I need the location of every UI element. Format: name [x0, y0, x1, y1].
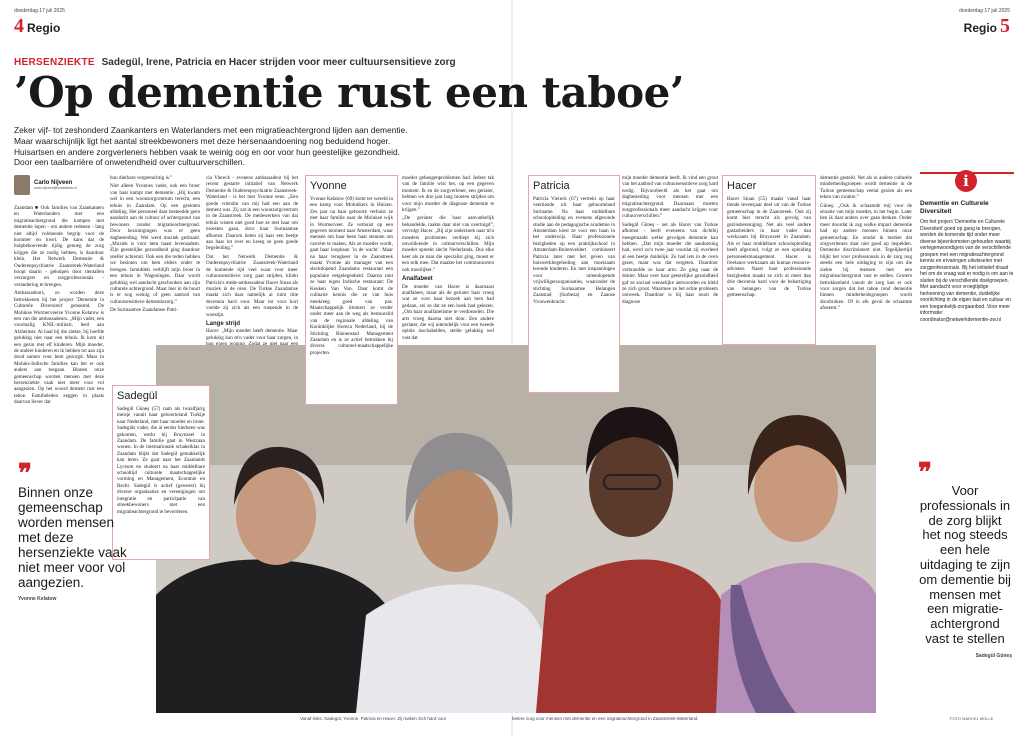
profile-text: Hacer Sinan (55) maakt vanaf haar tiende levensjaar deel uit van de Turkse gemeenschap in de Zaanstreek. Ook zij komt hier terecht als gevolg van gezinshereniging. Net als veel andere gastarbeiders in haar vader dan werkzaam bij Bruynzeel in Zaandam. Als er haar middelbare schoolopleiding heeft afgerond, volgt ze een opleiding personeelsmanagement. Hacer is freelance werkzaam als human resource-adviseur. Naast haar professionele bezigheden maakt ze zich al meer dan drie decennia hard voor de behartiging van belangen van de Turkse gemeenschap. — [727, 196, 811, 299]
pull-quote-right — [918, 458, 1012, 659]
section-name: Regio — [27, 21, 61, 35]
info-box — [920, 172, 1014, 323]
quote-attribution: Yvonne Kelatow — [18, 596, 57, 602]
page-date: donderdag 17 juli 2025 — [14, 8, 65, 14]
paragraph: Niet alleen Yvonnes vader, ook een broer van haar kampt met dementie. „Hij kwam wel in een woonzorgcentrum terecht, een tehuis in Zaandam. Op een gesloten afdeling. Het personeel daar besteedde geen aandacht aan de cultuur of achtergrond van bewoners zonder migratieachtergrond. Door bezuinigingen was er geen dagbesteding. Wel werd muziek gedraaid. „Muziek is voor hem haast levensadem. Zijn geestelijke gezondheid ging daardoor sneller achteruit. Ook een die reden hebben we besloten om hem elders onder te brengen. Inmiddels verblijft mijn broer in een tehuis in Wageningen. Daar wordt gelukkig wel aandacht geschonken aan zijn culturele achtergrond. Maar hier in de buurt is er nog weinig of geen aanbod van cultuursensitieve dementiezorg.” — [110, 183, 200, 305]
info-icon: i — [955, 170, 977, 192]
quote-mark-icon: ❞ — [18, 459, 32, 489]
paragraph: mijn moeder dementie heeft. Ik vind een groot van het aanbod van cultuursensitieve zorg hard nodig. Bijvoorbeeld als het gaat om dagbesteding voor mensen met een migratieachtergrond. Daarnaast moeten zorgprofessionals meer aandacht krijgen voor cultuurverschillen.” — [622, 175, 718, 220]
profile-name: Sadegül — [117, 390, 158, 402]
group-photo-illustration — [156, 345, 876, 713]
paragraph: Dat het Netwerk Dementie & Ouderenpsychiatrie Zaanstreek-Waterland de komende tijd veel waar voor meer cultuursensitieve zorg gaat strijden, klinkt Patricia's mede-ambassadeur Hacer Sinan als muziek in de oren. De Turkse Zaandamse maakt zich daar namelijk al ruim drie decennia hard voor. Maar tot voor kort voelde zij zich als een roepende in de woestijn. — [206, 253, 298, 318]
paragraph: Zaandam ■ Ook families van Zaankanters en Waterlanders met een migratieachtergrond die kampen met dementie lopen - om andere redenen - lang niet altijd voldoende begrip voor de kommer en kwel. De kans dat de hulpbehoevende tijdig genoeg de zorg krijgen die ze nodig hebben, is daardoor klein. Het Netwerk Dementie & Ouderenpsychiatrie Zaanstreek-Waterland hoopt daarin - geholpen door tientallen verzorgers en zorgprofessionals - verandering te brengen. — [14, 205, 104, 288]
info-title: Dementie en Culturele Diversiteit — [920, 200, 989, 215]
author-photo — [14, 175, 30, 195]
kicker-subtitle: Sadegül, Irene, Patricia en Hacer strijden voor meer cultuursensitieve zorg — [101, 57, 456, 68]
page-date: donderdag 17 juli 2025 — [959, 8, 1010, 14]
page-number: 4 — [14, 15, 24, 37]
paragraph: Hacer: „Mijn moeder heeft dementie. Maar gelukkig kan m'n vader voor haar zorgen, in — [206, 328, 298, 341]
author-email[interactable]: carlo.nijveen@mediahuis.nl — [34, 186, 77, 190]
article-intro — [14, 125, 534, 168]
intro-line: Maar waarschijnlijk ligt het aantal streekbewoners met deze hersenaandoening nog beduidend hoger. — [14, 135, 391, 146]
profile-name: Patricia — [533, 180, 570, 192]
profile-box-hacer — [722, 175, 816, 345]
paragraph: De Surinaamse Zaandamse Patri- — [110, 307, 179, 314]
subheading: Analfabeet — [402, 276, 433, 283]
intro-line: Huisartsen en andere zorgverleners hebben vaak te weinig oog en oor voor hun geestelijke gezondheid. — [14, 146, 400, 157]
paragraph: Ambassadeurs, zo worden deze betrokkenen bij het project 'Dementie in Culturele Diversiteit' genoemd. De Molukse Wormerveerse Yvonne Kelatow is een van die ambassadeurs. „Mijn vader, een voormalig KNIL-militair, leed aan Alzheimer. Al haal bij die ziekte, bij hoefde gelukkig niet naar een tehuis. Ik kom uit een gezin met elf kinderen. Mijn moeder, de andere kinderen en ik hebben tot aan zijn dood samen voor hem gezorgd. Maar in Moluks-Indische families kan het er ook anders aan toegaan. Binnen onze gemeenschap worden mensen met deze hersenziekte vaak niet meer voor vol aangezien. Op het woord dement rust een taboe. Familieleden zeggen in plaats daarvan liever dat — [14, 290, 104, 406]
photo-credit: FOTO MARCEL MOLLE — [950, 716, 994, 721]
page-header-right — [959, 8, 1010, 36]
profile-name: Hacer — [727, 180, 757, 192]
paragraph: hun dierbare vergeetachtig is.” — [110, 175, 173, 181]
article-column-6 — [820, 175, 912, 350]
quote-mark-icon: ❞ — [918, 458, 932, 488]
kicker-label: HERSENZIEKTE — [14, 57, 95, 68]
profile-box-yvonne — [305, 175, 398, 405]
paragraph: De moeder van Hacer is daarnaast analfabeet, maar als de geriater haar vroeg wat ze voor haar bezoek aan hem had gedaan, zei ze dat ze een boek had gelezen. „Om haar analfabetisme te verdoezelen. Die arts vroeg daarna niet door. Een andere geriater, die wij uiteindelijk voor een tweede opinie inschakelden, stelde gelukkig wel vast dat — [402, 283, 494, 341]
profile-name: Yvonne — [310, 180, 347, 192]
paragraph: Sadegül Güneş - net als Hacer van Turkse afkomst - heeft eveneens van dichtbij meegemaakt welke gevolgen dementie kan hebben. „Dat mijn moeder die aandoening had, werd zo'n twee jaar voordat zij overleed al een beetje duidelijk. Ze had iets in de oven gezet, maar was dat vergeten. Daardoor verbrandde ze haar arm. Ze ging naar de dokter. Maar over haar geestelijke gezondheid gaf ze sociaal wenselijke antwoorden en bleld ze zich groot. Waarmee ze het echte probleem ontweek. Daardoor is bij haar nooit de diagnose — [622, 221, 718, 305]
page-header-left — [14, 8, 65, 36]
pull-quote-left — [18, 459, 136, 602]
group-photo — [156, 345, 876, 713]
profile-box-patricia — [528, 175, 620, 393]
paragraph: Güneş: „Ook ik schaamde mij voor de situatie van mijn moeder, in het begin. Later ben ik daar anders over gaan denken. Onder meer doordat ik zag welke impact dementie had op andere mensen binnen onze gemeenschap. En omdat ik merkte dat zorgverleners daar niet goed op inspelden. Dementie discrimineert niet. Tegelijkertijd blijkt het voor professionals in de zorg nog steeds een hele uitdaging te zijn om die ziekte bij mensen met een migratieachtergrond vast te stellen. Grotere betrokkenheid vanuit de zorg kan er ook voor zorgen dat het taboe rond dementie binnen minderheidsgroepen wordt doorbroken. Of in elk geval de schaamte afneemt.” — [820, 202, 912, 312]
paragraph: cia Viereck - evenens ambassadeur bij het recent gestarte initiatief van Netwerk Dementie & Ouderenpsychiatrie Zaanstreek-Waterland - is het met Yvonne eens. „Een goede vriendin van mij had een aan de dement was. Zij zat in een woonzorgcentrum in de Zaanstreek. De medewerkers van dat tehuis wisten niet goed hoe ze met haar om moesten gaan, door haar Surinaamse afkomst. Daarom lieten zij haar een beetje aan haar lot over en kreeg ze geen goede begeleiding.” — [206, 175, 298, 252]
profile-text: Patricia Viereck (67) vertrekt op haar veertiende uit haar geboorteland Suriname. Na haar middelbare schoolopleiding en evenens afgeronde studie aan de pedagogische academie in Amsterdam kiest ze voor een baan in het onderwijs. Haar professionele bezigheden op een praktijkschool in Amsterdam-Buitenveldert combineert Patricia later met het geven van huiswerkbegeleiding aan moeizaam lerende kinderen. En met inspanningen voor uiteenlopende vrijwilligersorganisaties, waaronder de stichting Surinaamse Belangen Zaanstad (Surbeza) en Zaanse Vrouwenkracht. — [533, 196, 615, 305]
author-name: Carlo Nijveen — [34, 180, 73, 186]
info-text: Om het project 'Dementie en Culturele Diversiteit' goed op gang te brengen, worden de komende tijd onder meer diverse bijeenkomsten gehouden waarbij vertegenwoordigers van de verschillende groepen met een migratieachtergrond kennis en ervaringen uitwisselen met zorgprofessionals. Bij het initiatief draait het om de vraag wat er nodig is om aan te sluiten bij de verschillende doelgroepen. Met aandacht voor vroegtijdige herkenning van dementie, duidelijke voorlichting in de eigen taal en cultuur en een toegankelijk-zorgaanbod. Voor meer informatie: coordinator@netwerkdementie-zw.nl — [920, 219, 1014, 323]
paragraph: dementie gesteld. Net als in andere culturele minderheidsgroepen wordt dementie in de Turkse gemeenschap veelal gezien als een teken van zwakte.” — [820, 175, 912, 201]
subheading: Lange strijd — [206, 320, 241, 327]
quote-attribution: Sadegül Güneş — [975, 652, 1012, 659]
headline: ’Op dementie rust een taboe’ — [14, 68, 684, 117]
byline — [14, 175, 104, 195]
page-number: 5 — [1000, 15, 1010, 37]
paragraph: moeder geheugenproblemen had. Iedere tak van de familie wist het, op een gegeven moment. Ik en de zorgverlener, een geriater, hebben we drie jaar lang moeten strijden om voor mijn moeder de diagnose dementie te krijgen.” — [402, 175, 494, 214]
intro-line: Door een taalbarrière of onwetendheid over cultuurverschillen. — [14, 157, 245, 168]
quote-text: Binnen onze gemeenschap worden mensen met deze hersenziekte vaak niet meer voor vol aangezien. — [18, 485, 127, 590]
article-column-1 — [14, 205, 104, 451]
quote-text: Voor professionals in de zorg blijkt het nog steeds een hele uitdaging te zijn om dementie bij mensen met een migratie-achtergrond vast te stellen — [919, 483, 1011, 646]
profile-text: Yvonne Kelatow (69) komt ter wereld in een kamp voor Molukkers in Huizen. Zes jaar na haar geboorte verhuist ze met haar familie naar de Molukse wijk in Wormerveer. Ze verhuist op een gegeven moment naar Amsterdam, waar mensen om haar heen haar steunen om carrière te maken. Als ze moeder wordt, gaat haar loopbaan ’in de wacht’. Maar na haar terugkeer in de Zaanstreek maakt Yvonne als manager van een slechtlopend Zaandams restaurant een populaire eetgelegenheid. Daarna runt ze haar eigen Indische restaurant: De Keuken Van Von. Daar komt de culinaire kennis die ze van huis meekreeg goed van pas. Maatschappelijk timmert ze verder onder meer aan de weg als bestuurslid van de regionale afdeling van Koninklijke Horeca Nederland, bij de Stichting Binnenstad Management Zaandam en is ze actief betrokken bij diverse cultureel-maatschappelijke projecten. — [310, 196, 393, 356]
paragraph: „De geriater die haar aanvankelijk behandelde, raakte daar niet van overtuigd”, vervolgt Hacer. „Bij zijn onderzoek naar m'n moeders problemen verdiept hij zich onvoldoende in cultuurverschillen. Mijn moeder spreekt slecht Nederlands. Dus elke keer als ze naar die specialist ging, moest er een tolk mee. Dat maakte het communiceren ook moeilijker.” — [402, 215, 494, 273]
photo-caption: betere zorg voor mensen met dementie en een migratieachtergrond in Zaanstreek-Waterland. — [512, 716, 699, 721]
profile-text: Sadegül Güneş (57) nam als twaalfjarig meisje vanuit haar geboorteland Turkije naar Nederland, met haar moeder en broer. Sadegüls vader, die al eerder hierheen was gekomen, werkt bij Bruynzeel in Zaandam. De familie gaat in Westzaan wonen. In de internationale schakelklas in Zaandam blijkt dat Sadegül gemakkelijk kan leren. Ze gaat naar het Zaanlands Lyceum en studeert na haar middelbare schooltijd culturele maatschappelijke vorming en Management, Econmie en Recht. Sadegül is actief (geweest) bij diverse organisaties en verenigingen om integratie en participatie van streekbewoners met een migratieachtergrond te bevorderen. — [117, 406, 205, 515]
section-name: Regio — [963, 21, 997, 35]
photo-caption: Vanaf links: Sadegül, Yvonne, Patricia en Hacer. Zij maken zich hard voor — [300, 716, 447, 721]
intro-line: Zeker vijf- tot zeshonderd Zaankanters en Waterlanders met een migratieachtergrond lijden aan dementie. — [14, 125, 408, 135]
